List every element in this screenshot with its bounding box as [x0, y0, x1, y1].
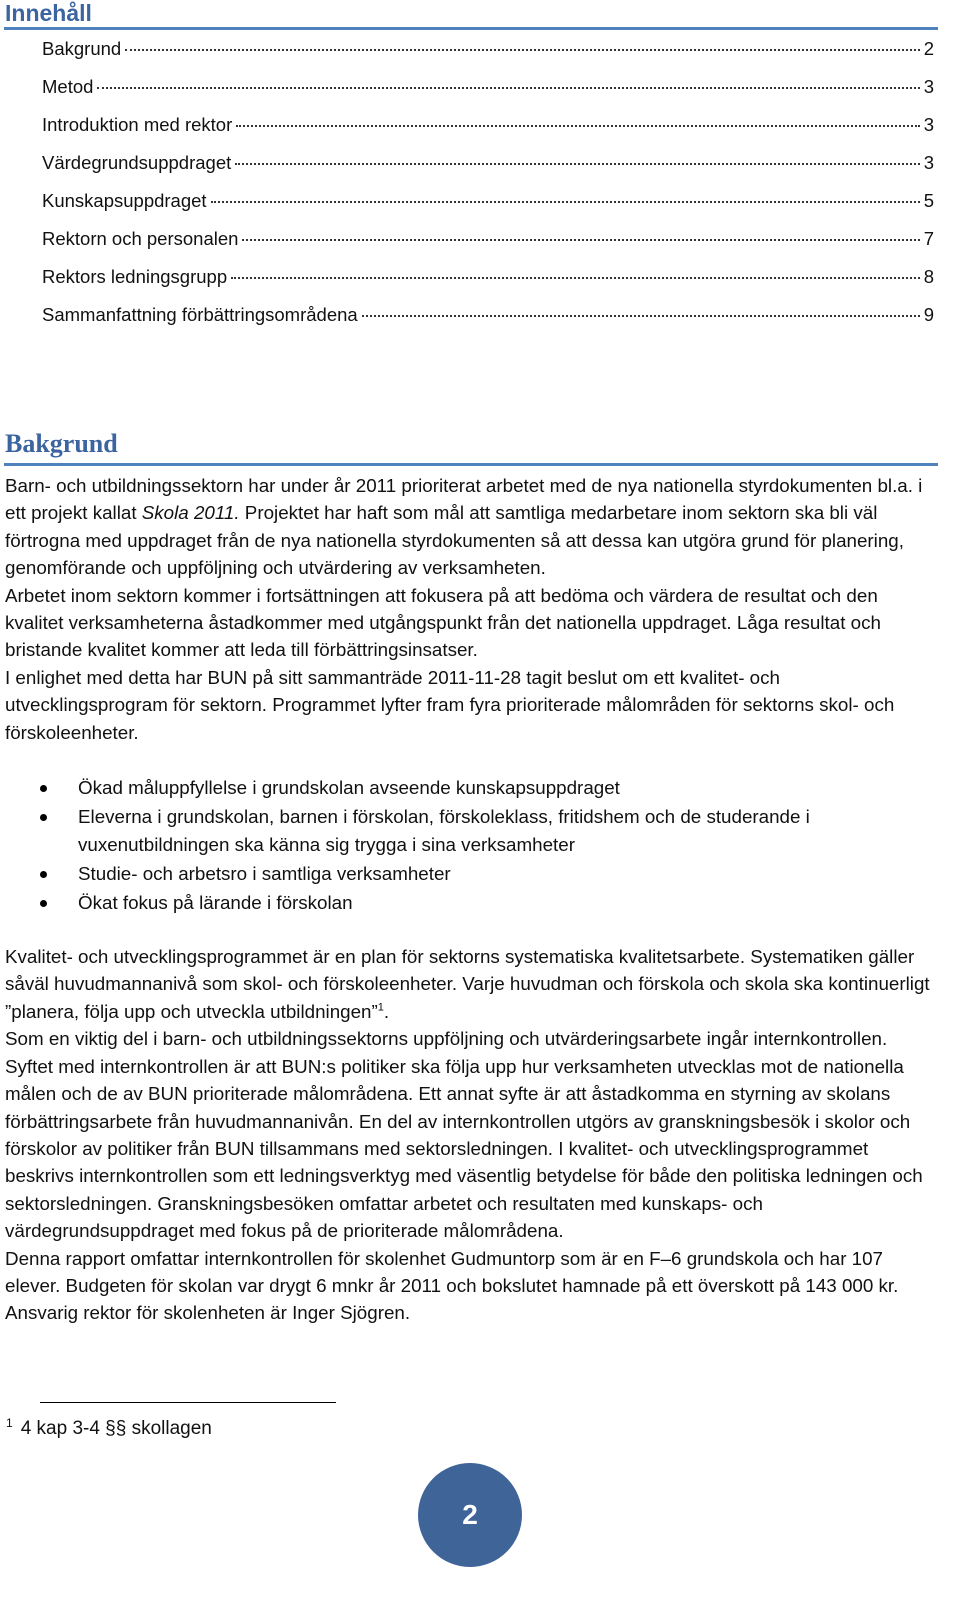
list-item-text: Studie- och arbetsro i samtliga verksamheter — [78, 863, 451, 885]
list-item — [5, 774, 940, 802]
list-item — [5, 860, 940, 888]
list-item — [5, 803, 940, 859]
toc-leader-dots — [125, 49, 920, 51]
toc-entry[interactable] — [42, 152, 934, 190]
toc-entry-title: Introduktion med rektor — [42, 114, 233, 135]
toc-leader-dots — [236, 125, 919, 127]
project-name: Skola 2011. — [141, 502, 240, 524]
toc-leader-dots — [211, 201, 920, 203]
toc-entry[interactable] — [42, 76, 934, 114]
toc-entry-title: Sammanfattning förbättringsområdena — [42, 304, 358, 325]
paragraph: I enlighet med detta har BUN på sitt sammanträde 2011-11-28 tagit beslut om ett kvalitet- och utvecklingsprogram för sektorn. Programmet lyfter fram fyra prioriterade målområden för sektorns skol- och förskoleenheter. — [5, 666, 895, 743]
paragraph: Som en viktig del i barn- och utbildningssektorns uppföljning och utvärderingsarbete ingår internkontrollen. Syftet med internkontrollen är att BUN:s politiker ska följa upp hur verksamheten utvecklas mot de nationella målen och de av BUN prioriterade målområdena. Ett annat syfte är att åstadkomma en styrning av skolans förbättringsarbete från huvudmannanivån. En del av internkontrollen utgörs av granskningsbesök i skolor och förskolor av politiker från BUN tillsammans med sektorsledningen. I kvalitet- och utvecklingsprogrammet beskrivs internkontrollen som ett ledningsverktyg med väsentlig betydelse för både den politiska ledningen och sektorsledningen. Granskningsbesöken omfattar arbetet och resultaten med kunskaps- och värdegrundsuppdraget med fokus på de prioriterade målområdena. — [5, 1028, 923, 1242]
toc-entry[interactable] — [42, 266, 934, 304]
paragraph: Denna rapport omfattar internkontrollen för skolenhet Gudmuntorp som är en F–6 grundskola och har 107 elever. Budgeten för skolan var drygt 6 mnkr år 2011 och bokslutet hamnade på ett överskott på 143 000 kr. Ansvarig rektor för skolenheten är Inger Sjögren. — [5, 1247, 899, 1324]
toc-entry-page: 2 — [923, 38, 934, 59]
footnote-text: 4 kap 3-4 §§ skollagen — [20, 1418, 212, 1439]
section-body — [5, 472, 940, 1327]
paragraph — [5, 943, 940, 1025]
bullet-icon — [40, 814, 47, 821]
bullet-icon — [40, 871, 47, 878]
toc-leader-dots — [235, 163, 919, 165]
paragraph-text: Barn- och utbildningssektorn har under år 2011 prioriterat arbetet med de nya nationella styrdokumenten bl.a. i ett projekt kallat — [5, 475, 923, 524]
toc-heading-rule — [4, 27, 938, 30]
bullet-icon — [40, 900, 47, 907]
toc-leader-dots — [242, 239, 919, 241]
toc-entry[interactable] — [42, 114, 934, 152]
paragraph-text: Kvalitet- och utvecklingsprogrammet är en plan för sektorns systematiska kvalitetsarbete. Systematiken gäller såväl huvudmannanivå som skol- och förskoleenheter. Varje huvudman och förskola och skola ska kontinuerligt ”planera, följa upp och utveckla utbildningen” — [5, 946, 930, 1022]
table-of-contents — [42, 38, 934, 342]
bullet-icon — [40, 785, 47, 792]
toc-entry[interactable] — [42, 228, 934, 266]
toc-entry[interactable] — [42, 304, 934, 342]
toc-entry-title: Värdegrundsuppdraget — [42, 152, 232, 173]
list-item-text: Ökad måluppfyllelse i grundskolan avseende kunskapsuppdraget — [78, 777, 620, 799]
toc-entry-page: 3 — [923, 76, 934, 97]
toc-entry[interactable] — [42, 38, 934, 76]
list-item-text: Ökat fokus på lärande i förskolan — [78, 892, 353, 914]
toc-entry-page: 3 — [923, 152, 934, 173]
list-item — [5, 889, 940, 917]
footnote-separator — [40, 1402, 336, 1403]
toc-entry-page: 9 — [923, 304, 934, 325]
paragraph-text: Projektet har haft som mål att samtliga medarbetare inom sektorn ska bli väl förtrogna med uppdraget från de nya nationella styrdokumenten så att dessa kan utgöra grund för planering, genomförande och uppföljning och utvärdering av verksamheten. — [5, 502, 904, 579]
paragraph — [5, 472, 940, 582]
toc-leader-dots — [362, 315, 920, 317]
footnote — [6, 1415, 212, 1440]
goal-list — [5, 774, 940, 917]
section-heading: Bakgrund — [5, 429, 118, 458]
toc-leader-dots — [97, 87, 919, 89]
paragraph: Arbetet inom sektorn kommer i fortsättningen att fokusera på att bedöma och värdera de resultat och den kvalitet verksamheterna åstadkommer med utgångspunkt från det nationella uppdraget. Låga resultat och bristande kvalitet kommer att leda till förbättringsinsatser. — [5, 584, 881, 661]
paragraph-text: . — [383, 1000, 390, 1022]
section-heading-rule — [4, 463, 938, 466]
toc-entry-page: 3 — [923, 114, 934, 135]
toc-entry-title: Rektors ledningsgrupp — [42, 266, 228, 287]
toc-entry-title: Bakgrund — [42, 38, 122, 59]
toc-entry[interactable] — [42, 190, 934, 228]
toc-entry-title: Kunskapsuppdraget — [42, 190, 207, 211]
footnote-marker: 1 — [6, 1415, 13, 1430]
toc-heading: Innehåll — [5, 0, 92, 26]
footnote-reference[interactable]: 1 — [377, 1001, 384, 1014]
toc-entry-page: 5 — [923, 190, 934, 211]
toc-entry-page: 7 — [923, 228, 934, 249]
toc-entry-page: 8 — [923, 266, 934, 287]
page-number-badge: 2 — [418, 1463, 522, 1567]
list-item-text: Eleverna i grundskolan, barnen i förskolan, förskoleklass, fritidshem och de studerande i vuxenutbildningen ska känna sig trygga i sina verksamheter — [78, 806, 810, 856]
toc-entry-title: Rektorn och personalen — [42, 228, 239, 249]
toc-entry-title: Metod — [42, 76, 94, 97]
toc-leader-dots — [231, 277, 920, 279]
